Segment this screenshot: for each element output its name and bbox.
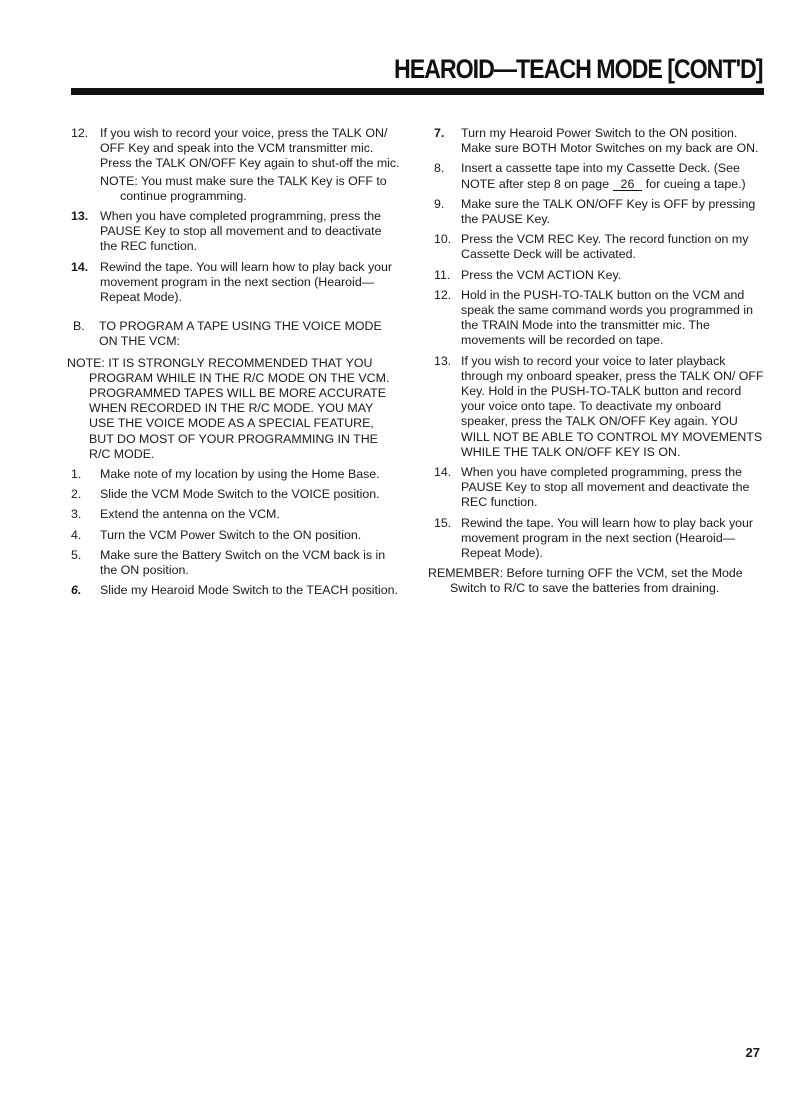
list-item [67,260,400,306]
item-text: Make sure the Battery Switch on the VCM back is in the ON position. [100,547,386,578]
item-number: 14. [434,465,452,480]
section-heading [67,319,400,349]
list-item [67,528,400,543]
right-column [428,126,766,597]
left-column [67,126,400,603]
item-text: When you have completed programming, press the PAUSE Key to stop all movement and to deactivate the REC function. [100,209,382,254]
item-text: If you wish to record your voice to later playback through my onboard speaker, press the TALK ON/ OFF Key. Hold in the PUSH-TO-TALK button and record your voice onto tape. To deactivate my onboard speaker, press the TALK ON/OFF Key again. YOU WILL NOT BE ABLE TO CONTROL MY MOVEMENTS WHILE THE TALK ON/OFF KEY IS ON. [461,353,764,459]
list-item [428,516,766,562]
list-item [67,126,400,204]
item-text: Slide the VCM Mode Switch to the VOICE position. [100,487,380,502]
item-number: 12. [434,287,452,302]
item-text: Press the VCM ACTION Key. [461,267,622,282]
list-item [67,507,400,522]
item-text-post: for cueing a tape.) [645,176,746,191]
page-number: 27 [745,1045,760,1060]
item-number: 5. [71,547,82,562]
item-number: 6. [71,583,82,598]
item-number: 13. [71,209,89,224]
remember-note: REMEMBER: Before turning OFF the VCM, set the Mode Switch to R/C to save the batteries from draining. [428,566,743,596]
item-text-pre: Insert a cassette tape into my Cassette Deck. (See NOTE after step 8 on page [461,161,740,191]
page-reference: 26 [613,178,643,191]
list-item [428,268,766,283]
list-item [428,197,766,227]
item-text: Turn the VCM Power Switch to the ON position. [100,527,362,542]
item-text [461,161,766,191]
list-item [67,583,400,598]
item-text: Extend the antenna on the VCM. [100,507,280,522]
section-label: B. [73,319,85,334]
page-title: HEAROID—TEACH MODE [CONT'D] [393,54,762,84]
item-number: 1. [71,467,82,482]
list-item [428,465,766,511]
item-number: 4. [71,527,82,542]
item-number: 14. [71,259,89,274]
item-note: NOTE: You must make sure the TALK Key is OFF to continue programming. [100,173,387,203]
item-number: 12. [71,126,89,140]
item-text: Hold in the PUSH-TO-TALK button on the VCM and speak the same command words you programmed in the TRAIN Mode into the transmitter mic. The movements will be recorded on tape. [461,287,754,348]
item-text: Rewind the tape. You will learn how to play back your movement program in the next section (Hearoid— Repeat Mode). [461,515,754,561]
item-text: When you have completed programming, press the PAUSE Key to stop all movement and deactivate the REC function. [461,465,750,510]
item-number: 2. [71,487,82,502]
item-number: 11. [434,267,451,282]
item-text: Press the VCM REC Key. The record function on my Cassette Deck will be activated. [461,232,749,262]
item-number: 7. [434,126,445,140]
item-text: Slide my Hearoid Mode Switch to the TEACH position. [100,583,398,598]
item-text: Make note of my location by using the Home Base. [100,467,380,482]
item-text: Turn my Hearoid Power Switch to the ON position. Make sure BOTH Motor Switches on my back are ON. [461,126,759,156]
list-item [428,126,766,156]
list-item [428,288,766,349]
item-number: 3. [71,507,82,522]
list-item [67,209,400,255]
item-number: 10. [434,232,452,247]
list-item [428,161,766,191]
item-text: If you wish to record your voice, press the TALK ON/ OFF Key and speak into the VCM transmitter mic. Press the TALK ON/OFF Key again to shut-off the mic. [100,126,400,171]
item-text: Rewind the tape. You will learn how to play back your movement program in the next section (Hearoid— Repeat Mode). [100,259,393,305]
list-item [67,487,400,502]
list-item [428,232,766,262]
item-text: Make sure the TALK ON/OFF Key is OFF by pressing the PAUSE Key. [461,196,756,227]
list-item [67,467,400,482]
list-item [428,354,766,460]
header-rule [71,88,764,95]
item-number: 9. [434,196,445,211]
item-number: 8. [434,161,445,176]
item-number: 15. [434,515,452,530]
list-item [67,548,400,578]
section-title: TO PROGRAM A TAPE USING THE VOICE MODE ON THE VCM: [99,319,382,349]
caps-note: NOTE: IT IS STRONGLY RECOMMENDED THAT YOU PROGRAM WHILE IN THE R/C MODE ON THE VCM. PROGRAMMED TAPES WILL BE MORE ACCURATE WHEN RECORDED IN THE R/C MODE. YOU MAY USE THE VOICE MODE AS A SPECIAL FEATURE, BUT DO MOST OF YOUR PROGRAMMING IN THE R/C MODE. [67,355,390,461]
item-number: 13. [434,353,452,368]
